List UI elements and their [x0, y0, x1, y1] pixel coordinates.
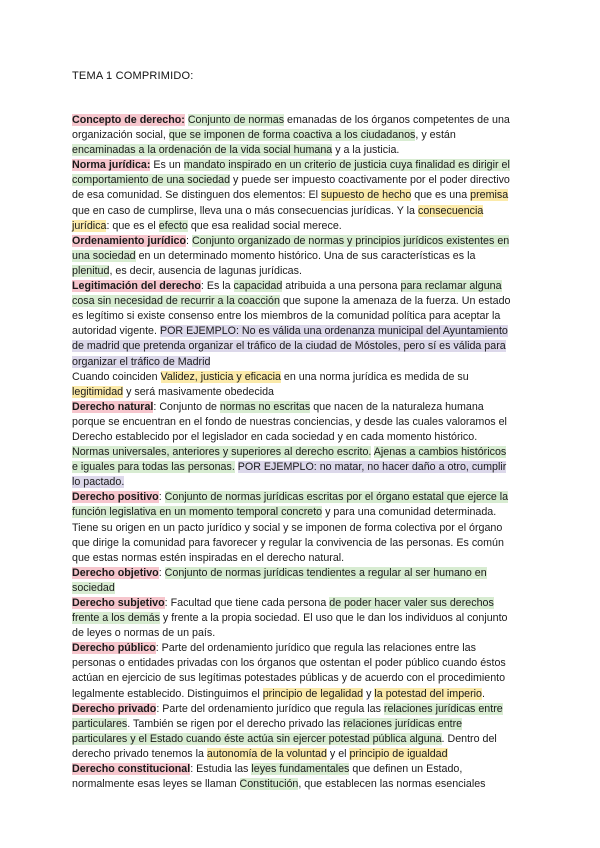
document-body	[72, 113, 530, 792]
text-line	[72, 204, 530, 219]
text-segment: de leyes o normas de un país.	[72, 627, 216, 640]
text-segment: .	[481, 687, 485, 700]
highlighted-text: función legislativa en un momento temporal concreto	[72, 506, 323, 519]
highlighted-text: de poder hacer valer sus derechos	[329, 597, 494, 609]
highlighted-text: Normas universales, anteriores y superiores al derecho escrito.	[72, 446, 372, 459]
text-line	[72, 460, 530, 475]
text-segment: : Conjunto de	[153, 400, 220, 413]
text-line	[72, 687, 530, 702]
highlighted-text: capacidad	[233, 280, 283, 293]
text-segment: y frente a la propia sociedad. El uso que le dan los individuos al conjunto	[159, 612, 508, 625]
highlighted-text: organizar el tráfico de Madrid	[72, 355, 211, 368]
text-segment: que estas normas estén inspiradas en el derecho natural.	[72, 551, 345, 564]
text-line	[72, 717, 530, 732]
text-line	[72, 400, 530, 415]
text-segment: Cuando coinciden	[72, 370, 161, 383]
text-segment: , es decir, ausencia de lagunas jurídicas.	[109, 264, 302, 277]
text-line	[72, 370, 530, 385]
term-heading: Norma jurídica:	[72, 159, 151, 172]
highlighted-text: la potestad del imperio	[374, 687, 482, 700]
text-line	[72, 671, 530, 686]
text-line	[72, 521, 530, 536]
text-segment: autoridad vigente.	[72, 325, 160, 338]
text-segment: y el	[326, 747, 350, 760]
text-segment: que es una	[411, 189, 471, 202]
text-segment: Es un	[150, 159, 184, 172]
term-heading: Derecho subjetivo	[72, 597, 165, 609]
text-segment: organización social,	[72, 129, 169, 142]
document-title: TEMA 1 COMPRIMIDO:	[72, 70, 194, 82]
text-line	[72, 626, 530, 641]
text-segment: en un determinado momento histórico. Una de sus características es la	[135, 249, 476, 262]
text-line	[72, 566, 530, 581]
text-segment: derecho privado tenemos la	[72, 747, 207, 760]
text-segment: : Es la	[200, 280, 234, 293]
highlighted-text: principio de igualdad	[349, 747, 448, 760]
text-segment: que definen un Estado,	[349, 763, 463, 776]
text-segment: : Parte del ordenamiento jurídico que regula las relaciones entre las	[155, 642, 476, 655]
highlighted-text: supuesto de hecho	[320, 189, 412, 202]
text-line	[72, 777, 530, 792]
text-line	[72, 641, 530, 656]
text-segment: Derecho establecido por el legislador en cada sociedad y en cada momento histórico.	[72, 430, 478, 443]
text-line	[72, 762, 530, 777]
text-line	[72, 732, 530, 747]
highlighted-text: legitimidad	[72, 385, 124, 398]
term-heading: Derecho constitucional	[72, 763, 191, 776]
text-segment: . Dentro del	[441, 732, 497, 745]
text-line	[72, 475, 530, 490]
highlighted-text: Constitución	[239, 778, 299, 791]
highlighted-text: una sociedad	[72, 249, 136, 262]
term-heading: Derecho público	[72, 642, 156, 655]
text-line	[72, 355, 530, 370]
text-line	[72, 490, 530, 505]
text-line	[72, 188, 530, 203]
text-line	[72, 264, 530, 279]
highlighted-text: principio de legalidad	[262, 687, 364, 700]
text-segment: atribuida a una persona	[282, 280, 401, 293]
text-line	[72, 430, 530, 445]
text-line	[72, 324, 530, 339]
text-line	[72, 445, 530, 460]
text-line	[72, 611, 530, 626]
highlighted-text: premisa	[470, 189, 509, 202]
text-line	[72, 656, 530, 671]
highlighted-text: mandato inspirado en un criterio de justicia cuya finalidad es dirigir el	[183, 159, 510, 172]
term-heading: Ordenamiento jurídico	[72, 234, 187, 247]
highlighted-text: comportamiento de una sociedad	[72, 174, 231, 187]
term-heading: Derecho positivo	[72, 491, 159, 504]
highlighted-text: e iguales para todas las personas.	[72, 461, 235, 474]
text-segment: , y están	[415, 129, 456, 142]
text-segment: que esa realidad social merece.	[187, 219, 342, 232]
text-segment: :	[158, 491, 165, 504]
highlighted-text: sociedad	[72, 581, 115, 594]
text-segment: y puede ser impuesto coactivamente por el poder directivo	[230, 174, 510, 187]
term-heading: Legitimación del derecho	[72, 280, 201, 293]
term-heading: Derecho privado	[72, 702, 157, 715]
text-segment: , que establecen las normas esenciales	[298, 778, 486, 791]
text-line	[72, 702, 530, 717]
text-line	[72, 385, 530, 400]
text-segment: que en caso de cumplirse, lleva una o más consecuencias jurídicas. Y la	[72, 204, 418, 217]
text-segment: es legítimo si existe consenso entre los miembros de la comunidad política para aceptar la	[72, 310, 501, 323]
text-segment: actúan en ejercicio de sus legítimas potestades públicas y de acuerdo con el procedimiento	[72, 672, 506, 685]
text-segment: :	[186, 234, 192, 247]
text-segment: de esa comunidad. Se distinguen dos elementos: El	[72, 189, 321, 202]
highlighted-text: consecuencia	[417, 204, 484, 217]
text-segment: : que es el	[106, 219, 159, 232]
highlighted-text: Conjunto de normas jurídicas tendientes a regular al ser humano en	[164, 566, 487, 579]
text-line	[72, 158, 530, 173]
term-heading: Derecho objetivo	[72, 566, 159, 579]
highlighted-text: que se imponen de forma coactiva a los ciudadanos	[168, 129, 416, 142]
text-line	[72, 234, 530, 249]
highlighted-text: Ajenas a cambios históricos	[373, 446, 507, 459]
highlighted-text: jurídica	[72, 219, 107, 232]
highlighted-text: Conjunto organizado de normas y principios jurídicos existentes en	[191, 234, 510, 247]
text-line	[72, 505, 530, 520]
highlighted-text: particulares y el Estado cuando éste actúa sin ejercer potestad pública alguna	[72, 732, 442, 745]
highlighted-text: leyes fundamentales	[251, 763, 350, 776]
highlighted-text: normas no escritas	[219, 400, 311, 413]
highlighted-text: particulares	[72, 717, 128, 730]
term-heading: Concepto de derecho:	[72, 114, 185, 126]
text-line	[72, 339, 530, 354]
text-line	[72, 581, 530, 596]
highlighted-text: para reclamar alguna	[400, 280, 502, 293]
text-segment: Tiene su origen en un pacto jurídico y social y se imponen de forma colectiva por el órgano	[72, 521, 503, 534]
text-segment: . También se rigen por el derecho privado las	[127, 717, 344, 730]
text-segment: personas o entidades privadas con los órganos que ostentan el poder público cuando éstos	[72, 657, 506, 670]
text-line	[72, 536, 530, 551]
highlighted-text: encaminadas a la ordenación de la vida social humana	[72, 144, 333, 157]
text-segment: que nacen de la naturaleza humana	[310, 400, 484, 413]
text-segment: emanadas de los órganos competentes de una	[284, 114, 510, 126]
text-segment: que supone la amenaza de la fuerza. Un estado	[279, 295, 511, 308]
text-line	[72, 747, 530, 762]
text-line	[72, 596, 530, 611]
highlighted-text: plenitud	[72, 264, 110, 277]
text-line	[72, 279, 530, 294]
text-segment: y	[363, 687, 375, 700]
text-segment: porque se encuentran en el fondo de nuestras conciencias, y desde las cuales valoramos el	[72, 415, 507, 428]
highlighted-text: Validez, justicia y eficacia	[160, 370, 281, 383]
text-segment: que dirige la comunidad para favorecer y regular la convivencia de las personas. Es común	[72, 536, 504, 549]
text-line	[72, 309, 530, 324]
term-heading: Derecho natural	[72, 400, 154, 413]
highlighted-text: de madrid que pretenda organizar el tráfico de la ciudad de Móstoles, pero sí es válida para	[72, 340, 506, 353]
text-segment: : Facultad que tiene cada persona	[164, 597, 330, 609]
text-segment: legalmente establecido. Distinguimos el	[72, 687, 263, 700]
highlighted-text: lo pactado.	[72, 476, 125, 489]
highlighted-text: frente a los demás	[72, 612, 160, 625]
highlighted-text: POR EJEMPLO: no matar, no hacer daño a otro, cumplir	[237, 461, 507, 474]
text-line	[72, 249, 530, 264]
highlighted-text: Conjunto de normas jurídicas escritas por el órgano estatal que ejerce la	[164, 491, 509, 504]
text-line	[72, 294, 530, 309]
text-segment: normalmente esas leyes se llaman	[72, 778, 240, 791]
text-segment: y a la justicia.	[332, 144, 400, 157]
highlighted-text: Conjunto de normas	[187, 114, 285, 126]
text-line	[72, 219, 530, 234]
highlighted-text: efecto	[158, 219, 188, 232]
highlighted-text: autonomía de la voluntad	[206, 747, 327, 760]
text-segment: : Parte del ordenamiento jurídico que regula las	[156, 702, 384, 715]
text-line	[72, 128, 530, 143]
text-line	[72, 551, 530, 566]
text-line	[72, 415, 530, 430]
text-line	[72, 113, 530, 128]
text-segment: :	[158, 566, 165, 579]
highlighted-text: POR EJEMPLO: No es válida una ordenanza municipal del Ayuntamiento	[159, 325, 508, 338]
highlighted-text: relaciones jurídicas entre	[343, 717, 463, 730]
text-line	[72, 173, 530, 188]
text-segment: y será masivamente obedecida	[123, 385, 274, 398]
text-segment: y para una comunidad determinada.	[322, 506, 497, 519]
text-line	[72, 143, 530, 158]
text-segment: : Estudia las	[190, 763, 252, 776]
highlighted-text: cosa sin necesidad de recurrir a la coacción	[72, 295, 280, 308]
text-segment: en una norma jurídica es medida de su	[280, 370, 469, 383]
highlighted-text: relaciones jurídicas entre	[383, 702, 503, 715]
